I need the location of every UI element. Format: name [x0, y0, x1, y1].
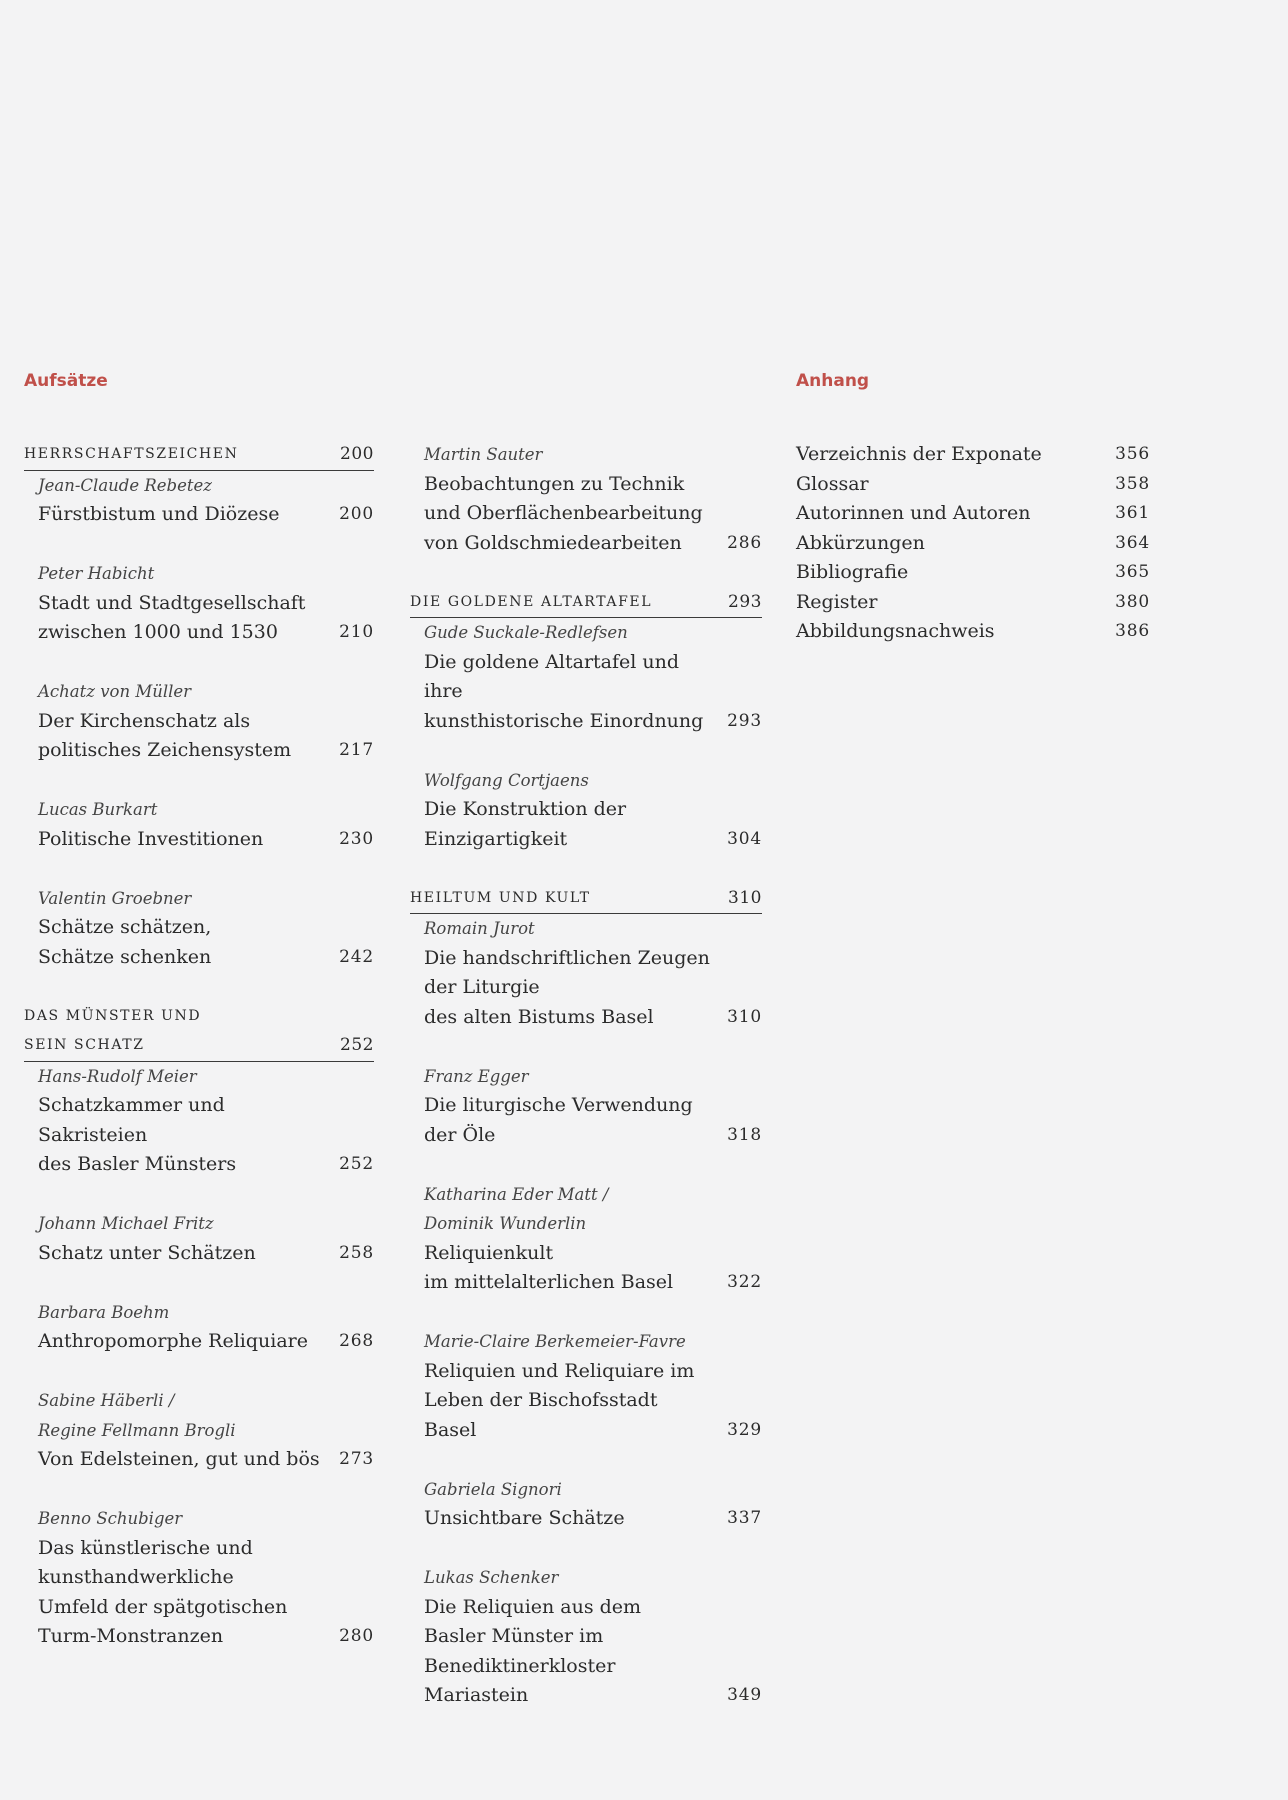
entry-page: 286: [727, 532, 762, 553]
toc-entry[interactable]: [410, 1563, 762, 1711]
section-herrschaftszeichen: [24, 440, 374, 471]
entry-title: der Öle: [424, 1123, 496, 1146]
entry-title: Benediktinerkloster Mariastein: [424, 1654, 616, 1706]
entry-author: Lucas Burkart: [38, 800, 158, 819]
section-page: 252: [340, 1035, 374, 1055]
section-label: DIE GOLDENE ALTARTAFEL: [410, 593, 653, 610]
entry-author: Romain Jurot: [424, 919, 535, 938]
entry-author: Peter Habicht: [38, 564, 155, 583]
section-heiltum-kult: [410, 884, 762, 915]
entry-title: des Basler Münsters: [38, 1153, 237, 1175]
entry-title: Der Kirchenschatz als: [38, 709, 251, 732]
entry-title: Die handschriftlichen Zeugen: [424, 946, 710, 969]
entry-author: Dominik Wunderlin: [424, 1214, 587, 1233]
appendix-item[interactable]: [796, 558, 1150, 588]
appendix-page: 361: [1115, 503, 1150, 523]
entry-page: 349: [727, 1685, 762, 1705]
entry-author: Gude Suckale-Redlefsen: [424, 623, 628, 642]
entry-title: politisches Zeichensystem: [38, 739, 292, 761]
entry-page: 293: [727, 710, 762, 731]
entry-title: Die Konstruktion der: [424, 798, 627, 820]
section-label: SEIN SCHATZ: [24, 1037, 145, 1053]
entry-page: 318: [727, 1124, 762, 1145]
toc-entry[interactable]: [410, 1180, 762, 1298]
toc-entry[interactable]: [410, 766, 762, 855]
essays-column-2: [410, 372, 762, 1740]
section-label: HERRSCHAFTSZEICHEN: [24, 446, 239, 462]
entry-author: Katharina Eder Matt /: [424, 1184, 609, 1204]
entry-author: Martin Sauter: [424, 445, 543, 464]
entry-page: 210: [339, 622, 374, 642]
entry-title: Basler Münster im: [424, 1625, 604, 1647]
entry-author: Regine Fellmann Brogli: [38, 1420, 236, 1440]
entry-page: 268: [339, 1331, 374, 1351]
toc-entry[interactable]: [410, 440, 762, 558]
entry-title: Einzigartigkeit: [424, 827, 568, 850]
appendix-item[interactable]: [796, 617, 1150, 647]
entry-title: Von Edelsteinen, gut und bös: [38, 1448, 320, 1470]
appendix-title: Register: [796, 590, 878, 613]
entry-page: 273: [339, 1449, 374, 1469]
appendix-title: Abkürzungen: [796, 531, 925, 554]
appendix-page: 358: [1115, 473, 1150, 494]
entry-title: kunsthandwerkliche: [38, 1566, 234, 1588]
entry-title: Stadt und Stadtgesellschaft: [38, 591, 306, 614]
entry-title: Schatzkammer und Sakristeien: [38, 1094, 225, 1146]
entry-page: 217: [339, 740, 374, 760]
toc-entry[interactable]: [24, 1062, 374, 1180]
appendix-page: 380: [1115, 591, 1150, 612]
entry-page: 258: [339, 1242, 374, 1263]
entry-title: Die goldene Altartafel und ihre: [424, 650, 680, 702]
entry-title: Fürstbistum und Diözese: [38, 503, 280, 525]
appendix-item[interactable]: [796, 588, 1150, 618]
entry-title: Beobachtungen zu Technik: [424, 472, 685, 495]
toc-entry[interactable]: [24, 795, 374, 854]
entry-title: Politische Investitionen: [38, 827, 264, 850]
toc-entry[interactable]: [24, 471, 374, 530]
toc-entry[interactable]: [410, 914, 762, 1032]
entry-title: Turm-Monstranzen: [38, 1625, 224, 1647]
toc-entry[interactable]: [24, 1504, 374, 1652]
appendix-page: 386: [1115, 621, 1150, 641]
heading-essays: Aufsätze: [24, 371, 108, 391]
toc-entry[interactable]: [24, 1209, 374, 1268]
entry-title: von Goldschmiedearbeiten: [424, 531, 682, 554]
section-label: DAS MÜNSTER UND: [24, 1007, 202, 1024]
entry-page: 200: [339, 504, 374, 524]
appendix-item[interactable]: [796, 440, 1150, 470]
appendix-title: Bibliografie: [796, 561, 909, 583]
appendix-list: [796, 440, 1150, 647]
entry-author: Jean-Claude Rebetez: [38, 475, 212, 495]
entry-title: Die liturgische Verwendung: [424, 1094, 693, 1116]
section-page: 200: [340, 444, 374, 464]
appendix-title: Verzeichnis der Exponate: [796, 443, 1042, 465]
heading-appendix: Anhang: [796, 371, 870, 391]
appendix-page: 364: [1115, 532, 1150, 553]
entry-title: Schatz unter Schätzen: [38, 1241, 256, 1264]
entry-title: im mittelalterlichen Basel: [424, 1271, 674, 1293]
entry-page: 230: [339, 828, 374, 849]
entry-author: Barbara Boehm: [38, 1302, 170, 1322]
entry-author: Wolfgang Cortjaens: [424, 770, 589, 790]
entry-author: Lukas Schenker: [424, 1568, 559, 1587]
entry-title: der Liturgie: [424, 976, 540, 998]
entry-author: Gabriela Signori: [424, 1479, 562, 1499]
entry-page: 337: [727, 1508, 762, 1528]
entry-author: Johann Michael Fritz: [38, 1214, 214, 1233]
entry-title: und Oberflächenbearbeitung: [424, 502, 703, 524]
entry-title: Anthropomorphe Reliquiare: [38, 1330, 309, 1352]
entry-title: Reliquienkult: [424, 1241, 554, 1264]
toc-entry[interactable]: [410, 1062, 762, 1151]
appendix-title: Glossar: [796, 472, 869, 495]
toc-entry[interactable]: [410, 618, 762, 736]
entry-author: Hans-Rudolf Meier: [38, 1066, 197, 1086]
entry-author: Achatz von Müller: [38, 682, 192, 701]
heading-spacer: [410, 372, 762, 440]
appendix-page: 356: [1115, 444, 1150, 464]
entry-title: des alten Bistums Basel: [424, 1005, 654, 1028]
section-muenster-schatz: [24, 1002, 374, 1062]
entry-author: Franz Egger: [424, 1066, 529, 1086]
section-page: 293: [728, 591, 762, 612]
entry-page: 310: [727, 1006, 762, 1027]
entry-author: Valentin Groebner: [38, 888, 192, 908]
appendix-page: 365: [1115, 562, 1150, 582]
entry-title: Schätze schenken: [38, 945, 212, 968]
entry-title: Umfeld der spätgotischen: [38, 1595, 288, 1618]
entry-page: 329: [727, 1419, 762, 1440]
entry-title: Reliquien und Reliquiare im: [424, 1359, 695, 1382]
section-label: HEILTUM UND KULT: [410, 889, 591, 906]
toc-entry[interactable]: [24, 1386, 374, 1475]
entry-page: 304: [727, 828, 762, 849]
toc-entry[interactable]: [24, 1298, 374, 1357]
entry-author: Sabine Häberli /: [38, 1391, 175, 1410]
entry-author: Benno Schubiger: [38, 1509, 183, 1528]
toc-entry[interactable]: [410, 1475, 762, 1534]
entry-title: Leben der Bischofsstadt Basel: [424, 1389, 658, 1441]
entry-title: Schätze schätzen,: [38, 916, 212, 938]
entry-title: zwischen 1000 und 1530: [38, 621, 278, 643]
entry-title: Das künstlerische und: [38, 1536, 253, 1559]
entry-page: 242: [339, 946, 374, 967]
section-goldene-altartafel: [410, 588, 762, 619]
entry-title: Die Reliquien aus dem: [424, 1595, 642, 1618]
appendix-item[interactable]: [796, 529, 1150, 559]
toc-entry[interactable]: [24, 677, 374, 766]
essays-column-1: [24, 372, 374, 1681]
appendix-title: Abbildungsnachweis: [796, 620, 995, 642]
entry-page: 322: [727, 1272, 762, 1292]
entry-title: Unsichtbare Schätze: [424, 1507, 625, 1529]
entry-title: kunsthistorische Einordnung: [424, 709, 704, 732]
section-page: 310: [728, 887, 762, 908]
toc-entry[interactable]: [410, 1327, 762, 1445]
toc-entry[interactable]: [24, 559, 374, 648]
appendix-column: [796, 372, 1150, 647]
entry-page: 252: [339, 1154, 374, 1174]
appendix-item[interactable]: [796, 470, 1150, 500]
entry-page: 280: [339, 1626, 374, 1646]
toc-entry[interactable]: [24, 884, 374, 973]
entry-author: Marie-Claire Berkemeier-Favre: [424, 1332, 686, 1351]
appendix-title: Autorinnen und Autoren: [796, 502, 1031, 524]
appendix-item[interactable]: [796, 499, 1150, 529]
